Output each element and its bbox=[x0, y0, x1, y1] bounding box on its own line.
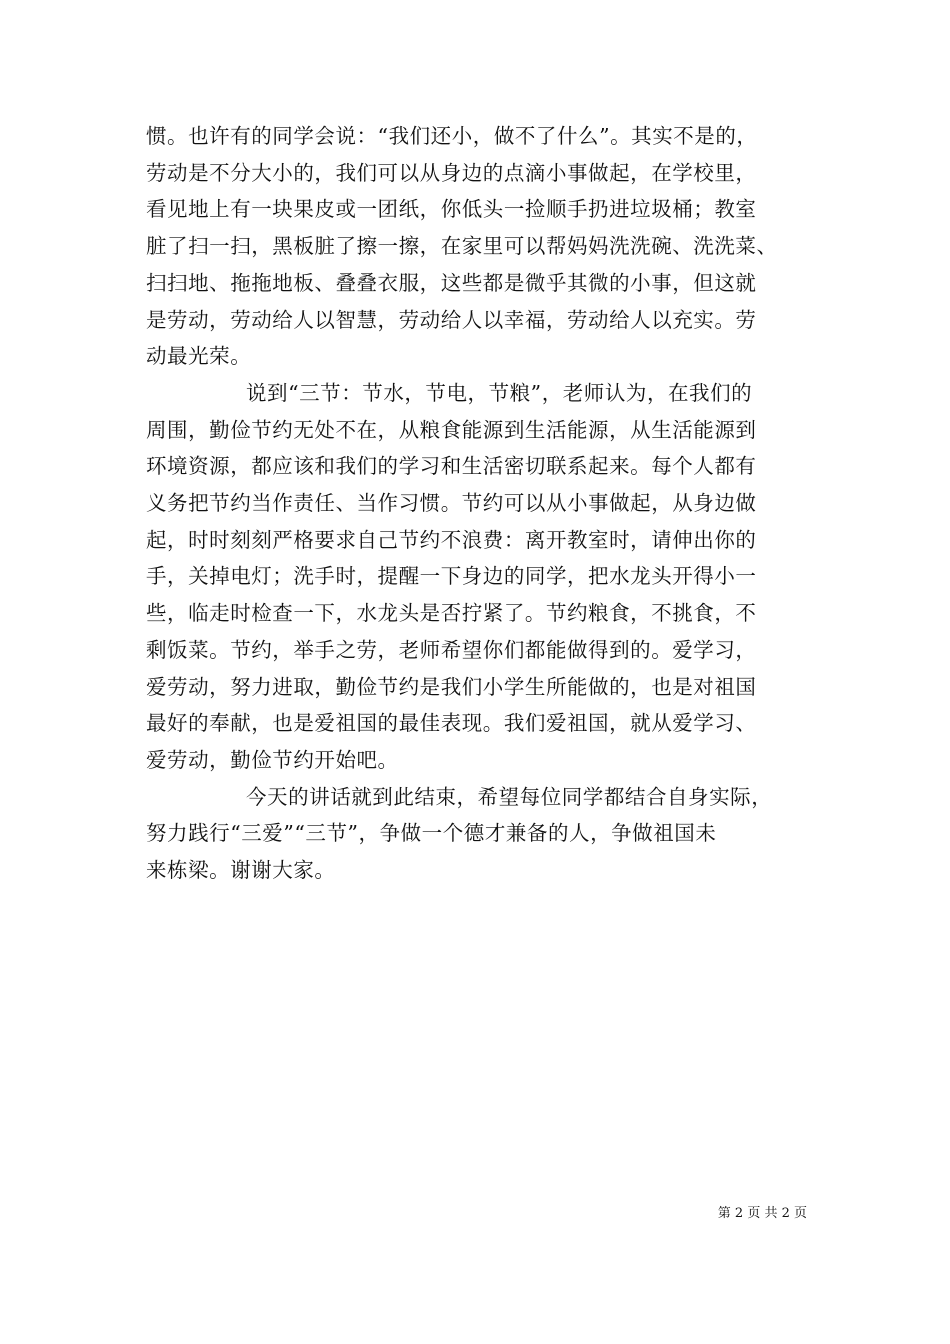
text-line: 扫扫地、拖拖地板、叠叠衣服，这些都是微乎其微的小事，但这就 bbox=[146, 270, 757, 295]
text-line: 看见地上有一块果皮或一团纸，你低头一捡顺手扔进垃圾桶；教室 bbox=[146, 197, 757, 222]
document-body bbox=[146, 118, 812, 889]
text-line: 环境资源，都应该和我们的学习和生活密切联系起来。每个人都有 bbox=[146, 454, 757, 479]
text-line: 爱劳动，勤俭节约开始吧。 bbox=[146, 747, 399, 772]
paragraph-1 bbox=[146, 118, 812, 375]
text-line-content: 今天的讲话就到此结束，希望每位同学都结合自身实际， bbox=[246, 784, 773, 809]
paragraph-2 bbox=[146, 375, 812, 779]
text-line: 周围，勤俭节约无处不在，从粮食能源到生活能源，从生活能源到 bbox=[146, 417, 757, 442]
text-line-content: 说到“三节：节水，节电，节粮”，老师认为，在我们的 bbox=[246, 380, 753, 405]
text-line: 劳动是不分大小的，我们可以从身边的点滴小事做起，在学校里， bbox=[146, 160, 757, 185]
text-line bbox=[146, 375, 812, 412]
text-line: 来栋梁。谢谢大家。 bbox=[146, 858, 336, 883]
text-line: 是劳动，劳动给人以智慧，劳动给人以幸福，劳动给人以充实。劳 bbox=[146, 307, 757, 332]
text-line: 脏了扫一扫，黑板脏了擦一擦，在家里可以帮妈妈洗洗碗、洗洗菜、 bbox=[146, 234, 778, 259]
text-line: 剩饭菜。节约，举手之劳，老师希望你们都能做得到的。爱学习， bbox=[146, 637, 757, 662]
text-line bbox=[146, 779, 812, 816]
text-line: 惯。也许有的同学会说：“我们还小，做不了什么”。其实不是的， bbox=[146, 124, 758, 148]
text-line: 义务把节约当作责任、当作习惯。节约可以从小事做起，从身边做 bbox=[146, 491, 757, 516]
text-line: 努力践行“三爱”“三节”，争做一个德才兼备的人，争做祖国未 bbox=[146, 821, 717, 846]
text-line: 起，时时刻刻严格要求自己节约不浪费：离开教室时，请伸出你的 bbox=[146, 527, 757, 552]
paragraph-3 bbox=[146, 779, 812, 889]
text-line: 手，关掉电灯；洗手时，提醒一下身边的同学，把水龙头开得小一 bbox=[146, 564, 757, 589]
text-line: 最好的奉献，也是爱祖国的最佳表现。我们爱祖国，就从爱学习、 bbox=[146, 711, 757, 736]
page-footer-page-number: 第 2 页 共 2 页 bbox=[717, 1206, 807, 1221]
text-line: 些，临走时检查一下，水龙头是否拧紧了。节约粮食，不挑食，不 bbox=[146, 601, 757, 626]
text-line: 动最光荣。 bbox=[146, 344, 252, 369]
text-line: 爱劳动，努力进取，勤俭节约是我们小学生所能做的，也是对祖国 bbox=[146, 674, 757, 699]
